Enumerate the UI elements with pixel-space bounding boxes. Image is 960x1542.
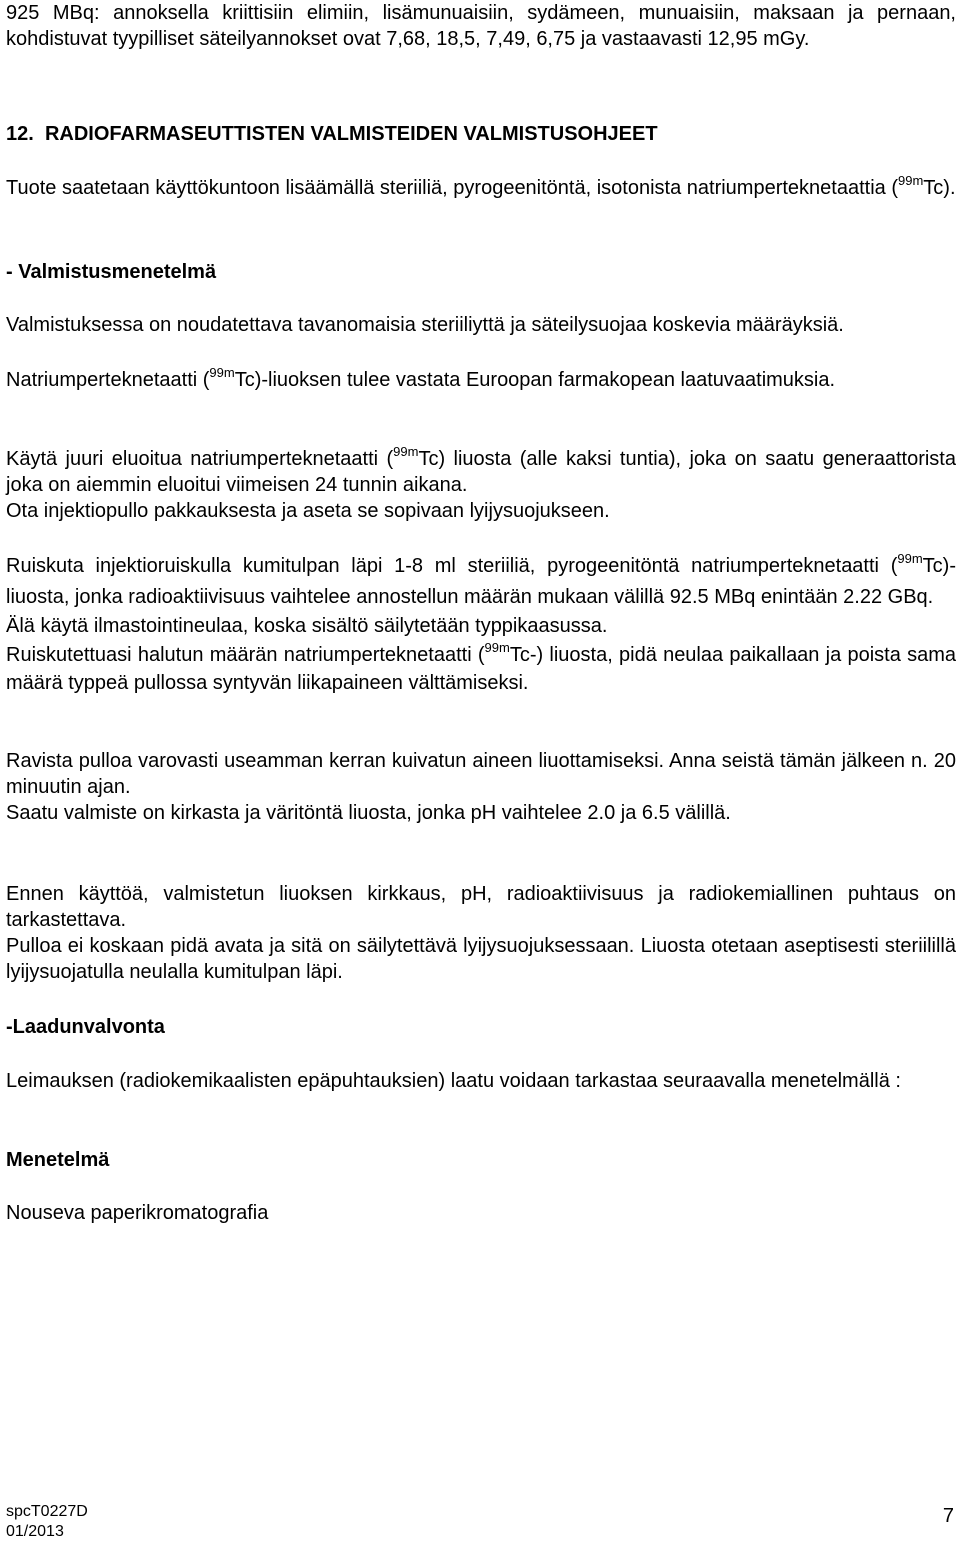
p3-text-before: Natriumperteknetaatti ( [6, 369, 210, 391]
isotope-superscript: 99m [898, 173, 924, 188]
p7-text: Älä käytä ilmastointineulaa, koska sisältö säilytetään typpikaasussa. [6, 615, 608, 637]
p6-text-after: Tc)-liuosta, jonka radioaktiivisuus vaihtelee annostellun määrän mukaan välillä 92.5 MBq enintään 2.22 GBq. [6, 555, 956, 608]
footer-document-code: spcT0227D [6, 1503, 88, 1520]
isotope-superscript: 99m [209, 365, 235, 380]
isotope-superscript: 99m [484, 640, 510, 655]
section-title: RADIOFARMASEUTTISTEN VALMISTEIDEN VALMISTUSOHJEET [44, 123, 658, 145]
p2-text: Valmistuksessa on noudatettava tavanomaisia steriiliyttä ja säteilysuojaa koskevia määräyksiä. [6, 314, 844, 336]
intro-text: 925 MBq: annoksella kriittisiin elimiin, lisämunuaisiin, sydämeen, munuaisiin, maksaan ja pernaan, kohdistuvat tyypilliset säteilyannokset ovat 7,68, 18,5, 7,49, 6,75 ja vastaavasti 12,95 mGy. [6, 2, 956, 50]
p1-text-before: Tuote saatetaan käyttökuntoon lisäämällä steriiliä, pyrogeenitöntä, isotonista natriumperteknetaattia ( [6, 177, 898, 199]
isotope-superscript: 99m [897, 551, 923, 566]
method-name: Nouseva paperikromatografia [6, 1202, 269, 1224]
paragraph-regulations [6, 312, 956, 338]
subheading-valmistusmenetelma: - Valmistusmenetelmä [6, 261, 217, 283]
p10-text: Saatu valmiste on kirkasta ja väritöntä liuosta, jonka pH vaihtelee 2.0 ja 6.5 välillä. [6, 802, 731, 824]
p13-text: Leimauksen (radiokemikaalisten epäpuhtauksien) laatu voidaan tarkastaa seuraavalla menetelmällä : [6, 1070, 901, 1092]
p4-text-after: Tc) liuosta (alle kaksi tuntia), joka on saatu generaattorista joka on aiemmin eluoitui viimeisen 24 tunnin aikana. [6, 448, 956, 496]
subheading-menetelma: Menetelmä [6, 1149, 110, 1171]
paragraph-eluate [6, 446, 956, 524]
p8-text-after: Tc-) liuosta, pidä neulaa paikallaan ja poista sama määrä typpeä pullossa syntyvän liikapaineen välttämiseksi. [6, 644, 956, 694]
p6-text-before: Ruiskuta injektioruiskulla kumitulpan läpi 1-8 ml steriiliä, pyrogeenitöntä natriumperteknetaatti ( [6, 555, 898, 577]
p12-text: Pulloa ei koskaan pidä avata ja sitä on säilytettävä lyijysuojuksessaan. Liuosta otetaan aseptisesti steriilillä lyijysuojatulla neulalla kumitulpan läpi. [6, 935, 956, 983]
subheading-laadunvalvonta: -Laadunvalvonta [6, 1016, 165, 1038]
page-number: 7 [942, 1505, 954, 1527]
paragraph-check [6, 881, 956, 985]
p4-text-before: Käytä juuri eluoitua natriumperteknetaatti ( [6, 448, 394, 470]
paragraph-reconstitution [6, 173, 956, 203]
p9-text: Ravista pulloa varovasti useamman kerran kuivatun aineen liuottamiseksi. Anna seistä tämän jälkeen n. 20 minuutin ajan. [6, 750, 956, 798]
section-number: 12. [6, 123, 34, 145]
paragraph-shake [6, 748, 956, 826]
p5-text: Ota injektiopullo pakkauksesta ja aseta se sopivaan lyijysuojukseen. [6, 500, 610, 522]
p11-text: Ennen käyttöä, valmistetun liuoksen kirkkaus, pH, radioaktiivisuus ja radiokemiallinen puhtaus on tarkastettava. [6, 883, 956, 931]
paragraph-pharmacopoeia [6, 367, 956, 393]
paragraph-labeling [6, 1068, 956, 1094]
footer-date: 01/2013 [6, 1523, 64, 1540]
p8-text-before: Ruiskutettuasi halutun määrän natriumperteknetaatti ( [6, 644, 485, 666]
intro-paragraph [6, 0, 956, 52]
isotope-superscript: 99m [393, 444, 419, 459]
p1-text-after: Tc). [923, 177, 956, 199]
p3-text-after: Tc)-liuoksen tulee vastata Euroopan farmakopean laatuvaatimuksia. [234, 369, 836, 391]
paragraph-injection [6, 551, 956, 697]
section-heading [6, 121, 658, 147]
